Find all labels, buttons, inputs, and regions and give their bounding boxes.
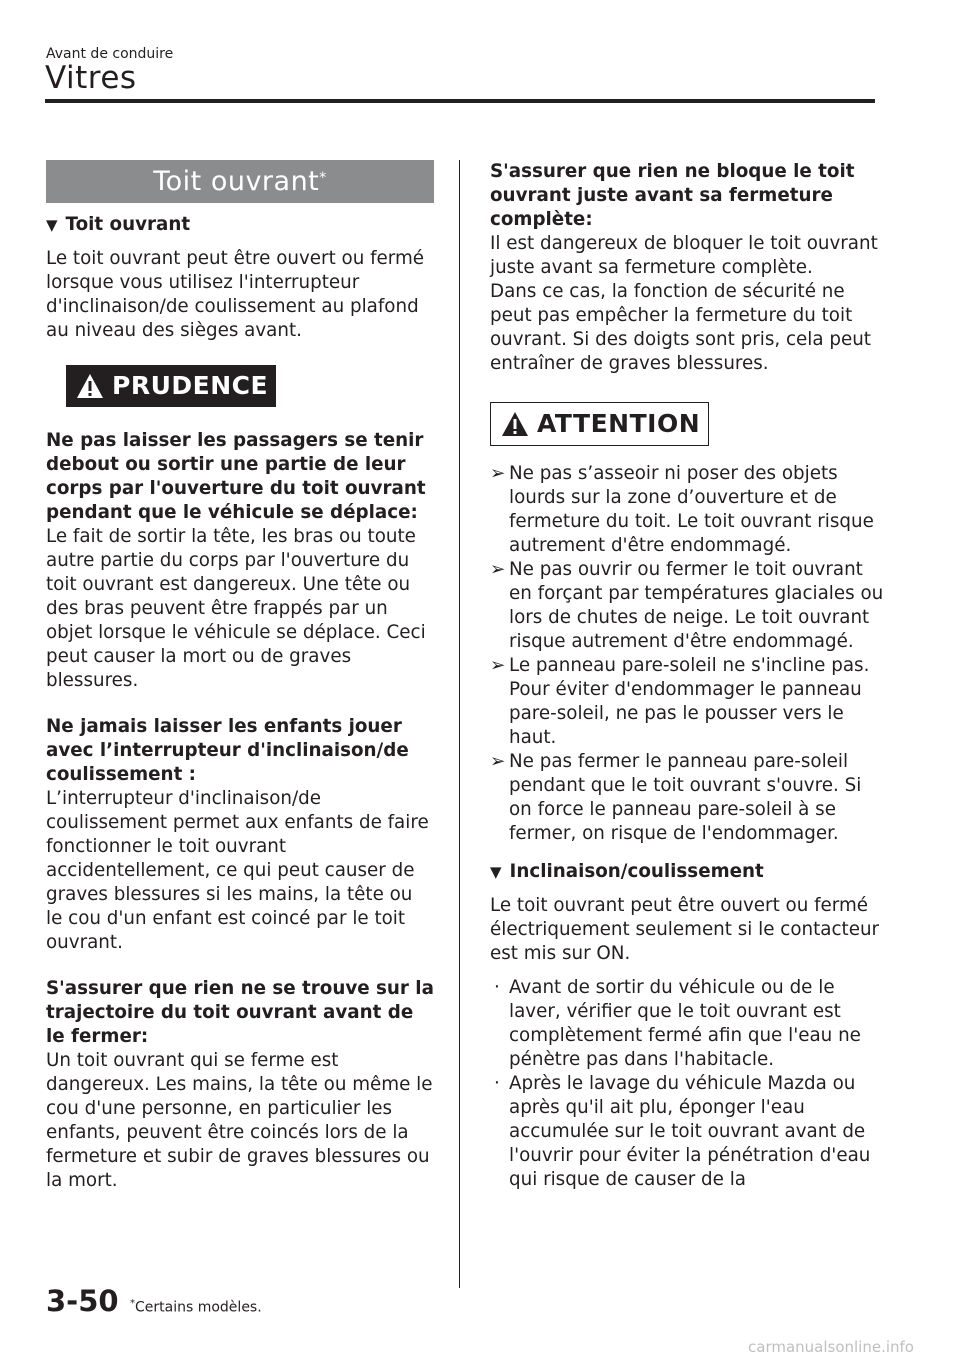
footnote-text: Certains modèles. <box>135 1299 262 1316</box>
intro-paragraph: Le toit ouvrant peut être ouvert ou fermé lorsque vous utilisez l'interrupteur d'inclinaison/de coulissement au plafond au niveau des sièges avant. <box>46 248 425 341</box>
column-divider <box>459 160 460 1288</box>
dot-bullet-icon: · <box>494 1073 500 1094</box>
subheading-text: Toit ouvrant <box>65 214 191 235</box>
warning-title: S'assurer que rien ne bloque le toit ouvrant juste avant sa fermeture complète: <box>490 161 855 230</box>
section-title: Vitres <box>45 60 137 96</box>
warning-icon <box>76 373 104 399</box>
list-item: · Après le lavage du véhicule Mazda ou après qu'il ait plu, éponger l'eau accumulée sur le toit ouvrant avant de l'ouvrir pour éviter la pénétration d'eau qui risque de causer de la <box>494 1073 871 1190</box>
prudence-label: PRUDENCE <box>112 371 269 400</box>
warning-body: Dans ce cas, la fonction de sécurité ne peut pas empêcher la fermeture du toit ouvrant. Si des doigts sont pris, cela peut entraîner de graves blessures. <box>490 281 871 374</box>
page-number: 3-50 <box>46 1284 119 1318</box>
warning-block <box>46 429 434 693</box>
watermark: carmanualsonline.info <box>748 1338 914 1356</box>
warning-body: Il est dangereux de bloquer le toit ouvrant juste avant sa fermeture complète. <box>490 233 878 278</box>
banner-asterisk: * <box>319 169 327 186</box>
warning-title: S'assurer que rien ne se trouve sur la trajectoire du toit ouvrant avant de le fermer: <box>46 978 434 1047</box>
footnote <box>130 1298 262 1316</box>
warning-title: Ne pas laisser les passagers se tenir debout ou sortir une partie de leur corps par l'ouverture du toit ouvrant pendant que le véhicule se déplace: <box>46 430 426 523</box>
list-item: ➢ Ne pas ouvrir ou fermer le toit ouvrant en forçant par températures glaciales ou lors de chutes de neige. Le toit ouvrant risque autrement d'être endommagé. <box>490 559 884 652</box>
bullet-list <box>490 976 885 1192</box>
list-item: ➢ Ne pas s’asseoir ni poser des objets lourds sur la zone d’ouverture et de fermeture du toit. Le toit ouvrant risque autrement d'être endommagé. <box>490 463 874 556</box>
banner-title: Toit ouvrant <box>153 165 320 197</box>
list-item: ➢ Le panneau pare-soleil ne s'incline pas. Pour éviter d'endommager le panneau pare-soleil, ne pas le pousser vers le haut. <box>490 655 870 748</box>
arrow-bullet-icon: ➢ <box>490 463 506 484</box>
warning-title: Ne jamais laisser les enfants jouer avec l’interrupteur d'inclinaison/de coulissement : <box>46 716 409 785</box>
attention-badge <box>490 402 709 446</box>
section-banner <box>46 160 434 203</box>
chapter-title: Avant de conduire <box>46 46 174 62</box>
arrow-bullet-icon: ➢ <box>490 559 506 580</box>
arrow-bullet-icon: ➢ <box>490 751 506 772</box>
warning-body: L’interrupteur d'inclinaison/de coulissement permet aux enfants de faire fonctionner le toit ouvrant accidentellement, ce qui peut causer de graves blessures si les mains, la tête ou le cou d'un enfant est coincé par le toit ouvrant. <box>46 788 429 953</box>
subheading-inclinaison <box>490 860 885 884</box>
attention-list <box>490 462 885 846</box>
list-item: · Avant de sortir du véhicule ou de le laver, vérifier que le toit ouvrant est complètement fermé afin que l'eau ne pénètre pas dans l'habitacle. <box>494 977 861 1070</box>
subheading-text: Inclinaison/coulissement <box>509 861 764 882</box>
warning-icon <box>501 411 529 437</box>
left-column <box>46 160 434 1193</box>
subheading-toit-ouvrant <box>46 213 434 237</box>
triangle-down-icon: ▼ <box>46 216 58 234</box>
paragraph: Le toit ouvrant peut être ouvert ou fermé électriquement seulement si le contacteur est mis sur ON. <box>490 895 880 964</box>
warning-block-continued <box>490 160 885 376</box>
warning-block <box>46 715 434 955</box>
attention-label: ATTENTION <box>537 409 701 438</box>
right-column <box>490 160 885 1192</box>
triangle-down-icon: ▼ <box>490 863 502 881</box>
list-item: ➢ Ne pas fermer le panneau pare-soleil pendant que le toit ouvrant s'ouvre. Si on force le panneau pare-soleil à se fermer, on risque de l'endommager. <box>490 751 862 844</box>
prudence-badge <box>66 365 276 407</box>
header-rule <box>45 99 875 103</box>
footnote-asterisk: * <box>130 1298 135 1309</box>
arrow-bullet-icon: ➢ <box>490 655 506 676</box>
dot-bullet-icon: · <box>494 977 500 998</box>
warning-body: Le fait de sortir la tête, les bras ou toute autre partie du corps par l'ouverture du toit ouvrant est dangereux. Une tête ou des bras peuvent être frappés par un objet lorsque le véhicule se déplace. Ceci peut causer la mort ou de graves blessures. <box>46 526 426 691</box>
warning-block <box>46 977 434 1193</box>
warning-body: Un toit ouvrant qui se ferme est dangereux. Les mains, la tête ou même le cou d'une personne, en particulier les enfants, peuvent être coincés lors de la fermeture et subir de graves blessures ou la mort. <box>46 1050 433 1191</box>
